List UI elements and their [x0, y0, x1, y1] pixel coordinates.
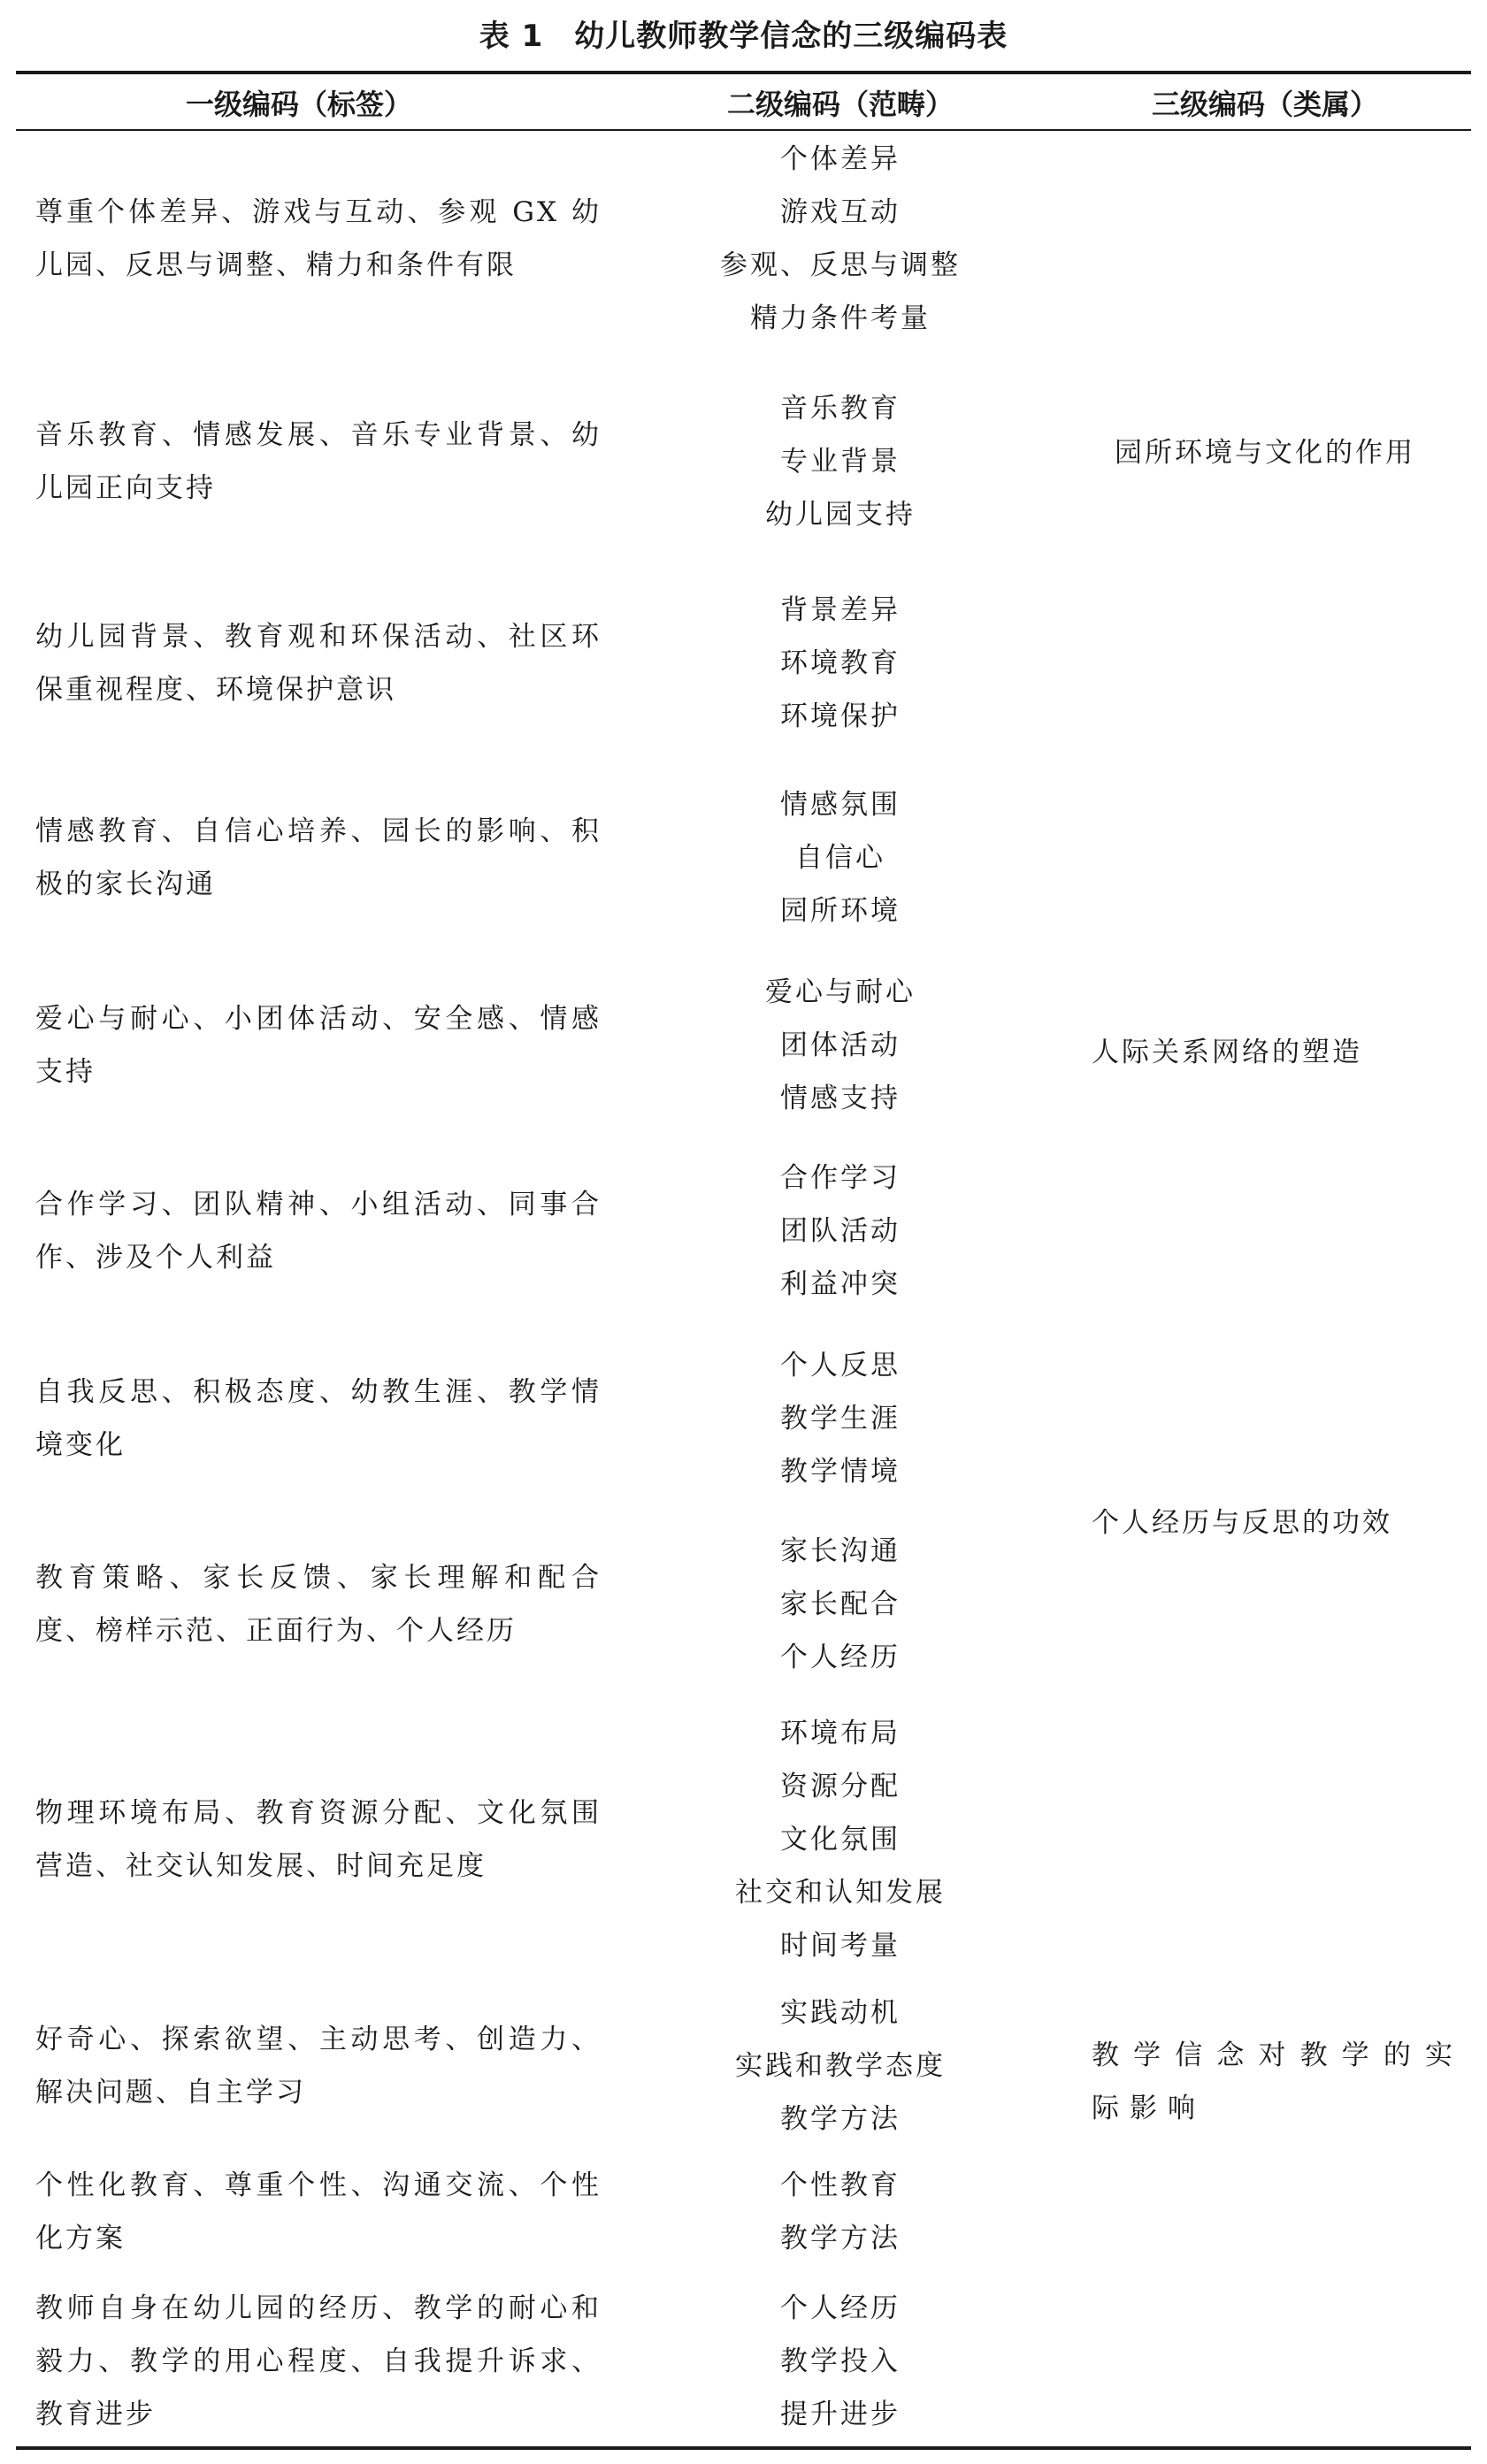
table-row [0, 1152, 1487, 1311]
category-item: 专业背景 [780, 446, 901, 478]
level2-categories [699, 966, 982, 1125]
category-item: 情感支持 [780, 1083, 901, 1114]
category-item: 个体差异 [780, 143, 901, 175]
level3-class: 人际关系网络的塑造 [1092, 1037, 1362, 1068]
category-item: 利益冲突 [780, 1268, 901, 1300]
category-item: 家长沟通 [780, 1535, 901, 1567]
level2-categories [699, 2282, 982, 2441]
category-item: 教学情境 [780, 1456, 901, 1488]
level1-labels: 个性化教育、尊重个性、沟通交流、个性化方案 [35, 2169, 602, 2254]
level2-categories [699, 1339, 982, 1498]
category-item: 合作学习 [780, 1162, 901, 1194]
category-item: 教学方法 [780, 2103, 901, 2135]
level1-labels: 情感教育、自信心培养、园长的影响、积极的家长沟通 [35, 815, 602, 900]
category-item: 园所环境 [780, 895, 901, 927]
category-item: 实践动机 [780, 1997, 901, 2029]
level2-categories [699, 1152, 982, 1311]
category-item: 教学生涯 [780, 1403, 901, 1435]
level3-class: 园所环境与文化的作用 [1115, 437, 1415, 469]
level2-categories [699, 1525, 982, 1684]
level1-labels: 合作学习、团队精神、小组活动、同事合作、涉及个人利益 [35, 1189, 602, 1274]
category-item: 团队活动 [780, 1215, 901, 1247]
level3-class: 个人经历与反思的功效 [1092, 1507, 1392, 1539]
category-item: 文化氛围 [780, 1824, 901, 1856]
level2-categories [699, 133, 982, 345]
category-item: 个人反思 [780, 1350, 901, 1381]
level2-categories [699, 1986, 982, 2146]
table-row [0, 1339, 1487, 1498]
category-item: 个人经历 [780, 1641, 901, 1673]
category-item: 精力条件考量 [750, 302, 931, 334]
category-item: 社交和认知发展 [735, 1877, 946, 1909]
table-row [0, 2282, 1487, 2441]
bottom-rule [16, 2446, 1471, 2450]
level1-labels: 教师自身在幼儿园的经历、教学的耐心和毅力、教学的用心程度、自我提升诉求、教育进步 [35, 2292, 602, 2430]
category-item: 音乐教育 [780, 393, 901, 425]
category-item: 参观、反思与调整 [720, 249, 961, 281]
category-item: 实践和教学态度 [735, 2050, 946, 2082]
table-row [0, 2158, 1487, 2266]
level2-categories [699, 778, 982, 937]
category-item: 教学投入 [780, 2345, 901, 2377]
category-item: 提升进步 [780, 2399, 901, 2430]
level2-categories [699, 2158, 982, 2266]
level2-categories [699, 1707, 982, 1972]
table-title: 表 1 幼儿教师教学信念的三级编码表 [479, 19, 1008, 54]
table-row [0, 133, 1487, 345]
level1-labels: 音乐教育、情感发展、音乐专业背景、幼儿园正向支持 [35, 419, 602, 504]
category-item: 游戏互动 [780, 196, 901, 228]
header-level1: 一级编码（标签） [185, 88, 412, 121]
level1-labels: 幼儿园背景、教育观和环保活动、社区环保重视程度、环境保护意识 [35, 621, 602, 706]
level1-labels: 爱心与耐心、小团体活动、安全感、情感支持 [35, 1003, 602, 1088]
level3-class: 教学信念对教学的实际影响 [1092, 2039, 1463, 2124]
category-item: 背景差异 [780, 594, 901, 626]
category-item: 个性教育 [780, 2169, 901, 2201]
category-item: 教学方法 [780, 2223, 901, 2254]
table-row [0, 1707, 1487, 1972]
category-item: 幼儿园支持 [765, 499, 916, 531]
top-rule [16, 71, 1471, 74]
category-item: 环境保护 [780, 700, 901, 732]
level1-labels: 教育策略、家长反馈、家长理解和配合度、榜样示范、正面行为、个人经历 [35, 1562, 602, 1647]
category-item: 爱心与耐心 [765, 976, 916, 1008]
header-level2: 二级编码（范畴） [726, 88, 954, 121]
category-item: 时间考量 [780, 1930, 901, 1962]
category-item: 个人经历 [780, 2292, 901, 2324]
level1-labels: 好奇心、探索欲望、主动思考、创造力、解决问题、自主学习 [35, 2024, 602, 2108]
level1-labels: 尊重个体差异、游戏与互动、参观 GX 幼儿园、反思与调整、精力和条件有限 [35, 196, 602, 281]
category-item: 环境布局 [780, 1718, 901, 1749]
category-item: 资源分配 [780, 1771, 901, 1802]
level2-categories [699, 584, 982, 743]
category-item: 团体活动 [780, 1029, 901, 1061]
table-row [0, 778, 1487, 937]
category-item: 环境教育 [780, 647, 901, 679]
category-item: 家长配合 [780, 1588, 901, 1620]
category-item: 情感氛围 [780, 789, 901, 821]
table-row [0, 584, 1487, 743]
level2-categories [699, 382, 982, 541]
level1-labels: 自我反思、积极态度、幼教生涯、教学情境变化 [35, 1376, 602, 1461]
category-item: 自信心 [795, 842, 885, 874]
header-level3: 三级编码（类属） [1151, 88, 1378, 121]
level1-labels: 物理环境布局、教育资源分配、文化氛围营造、社交认知发展、时间充足度 [35, 1797, 602, 1882]
header-rule [16, 129, 1471, 131]
